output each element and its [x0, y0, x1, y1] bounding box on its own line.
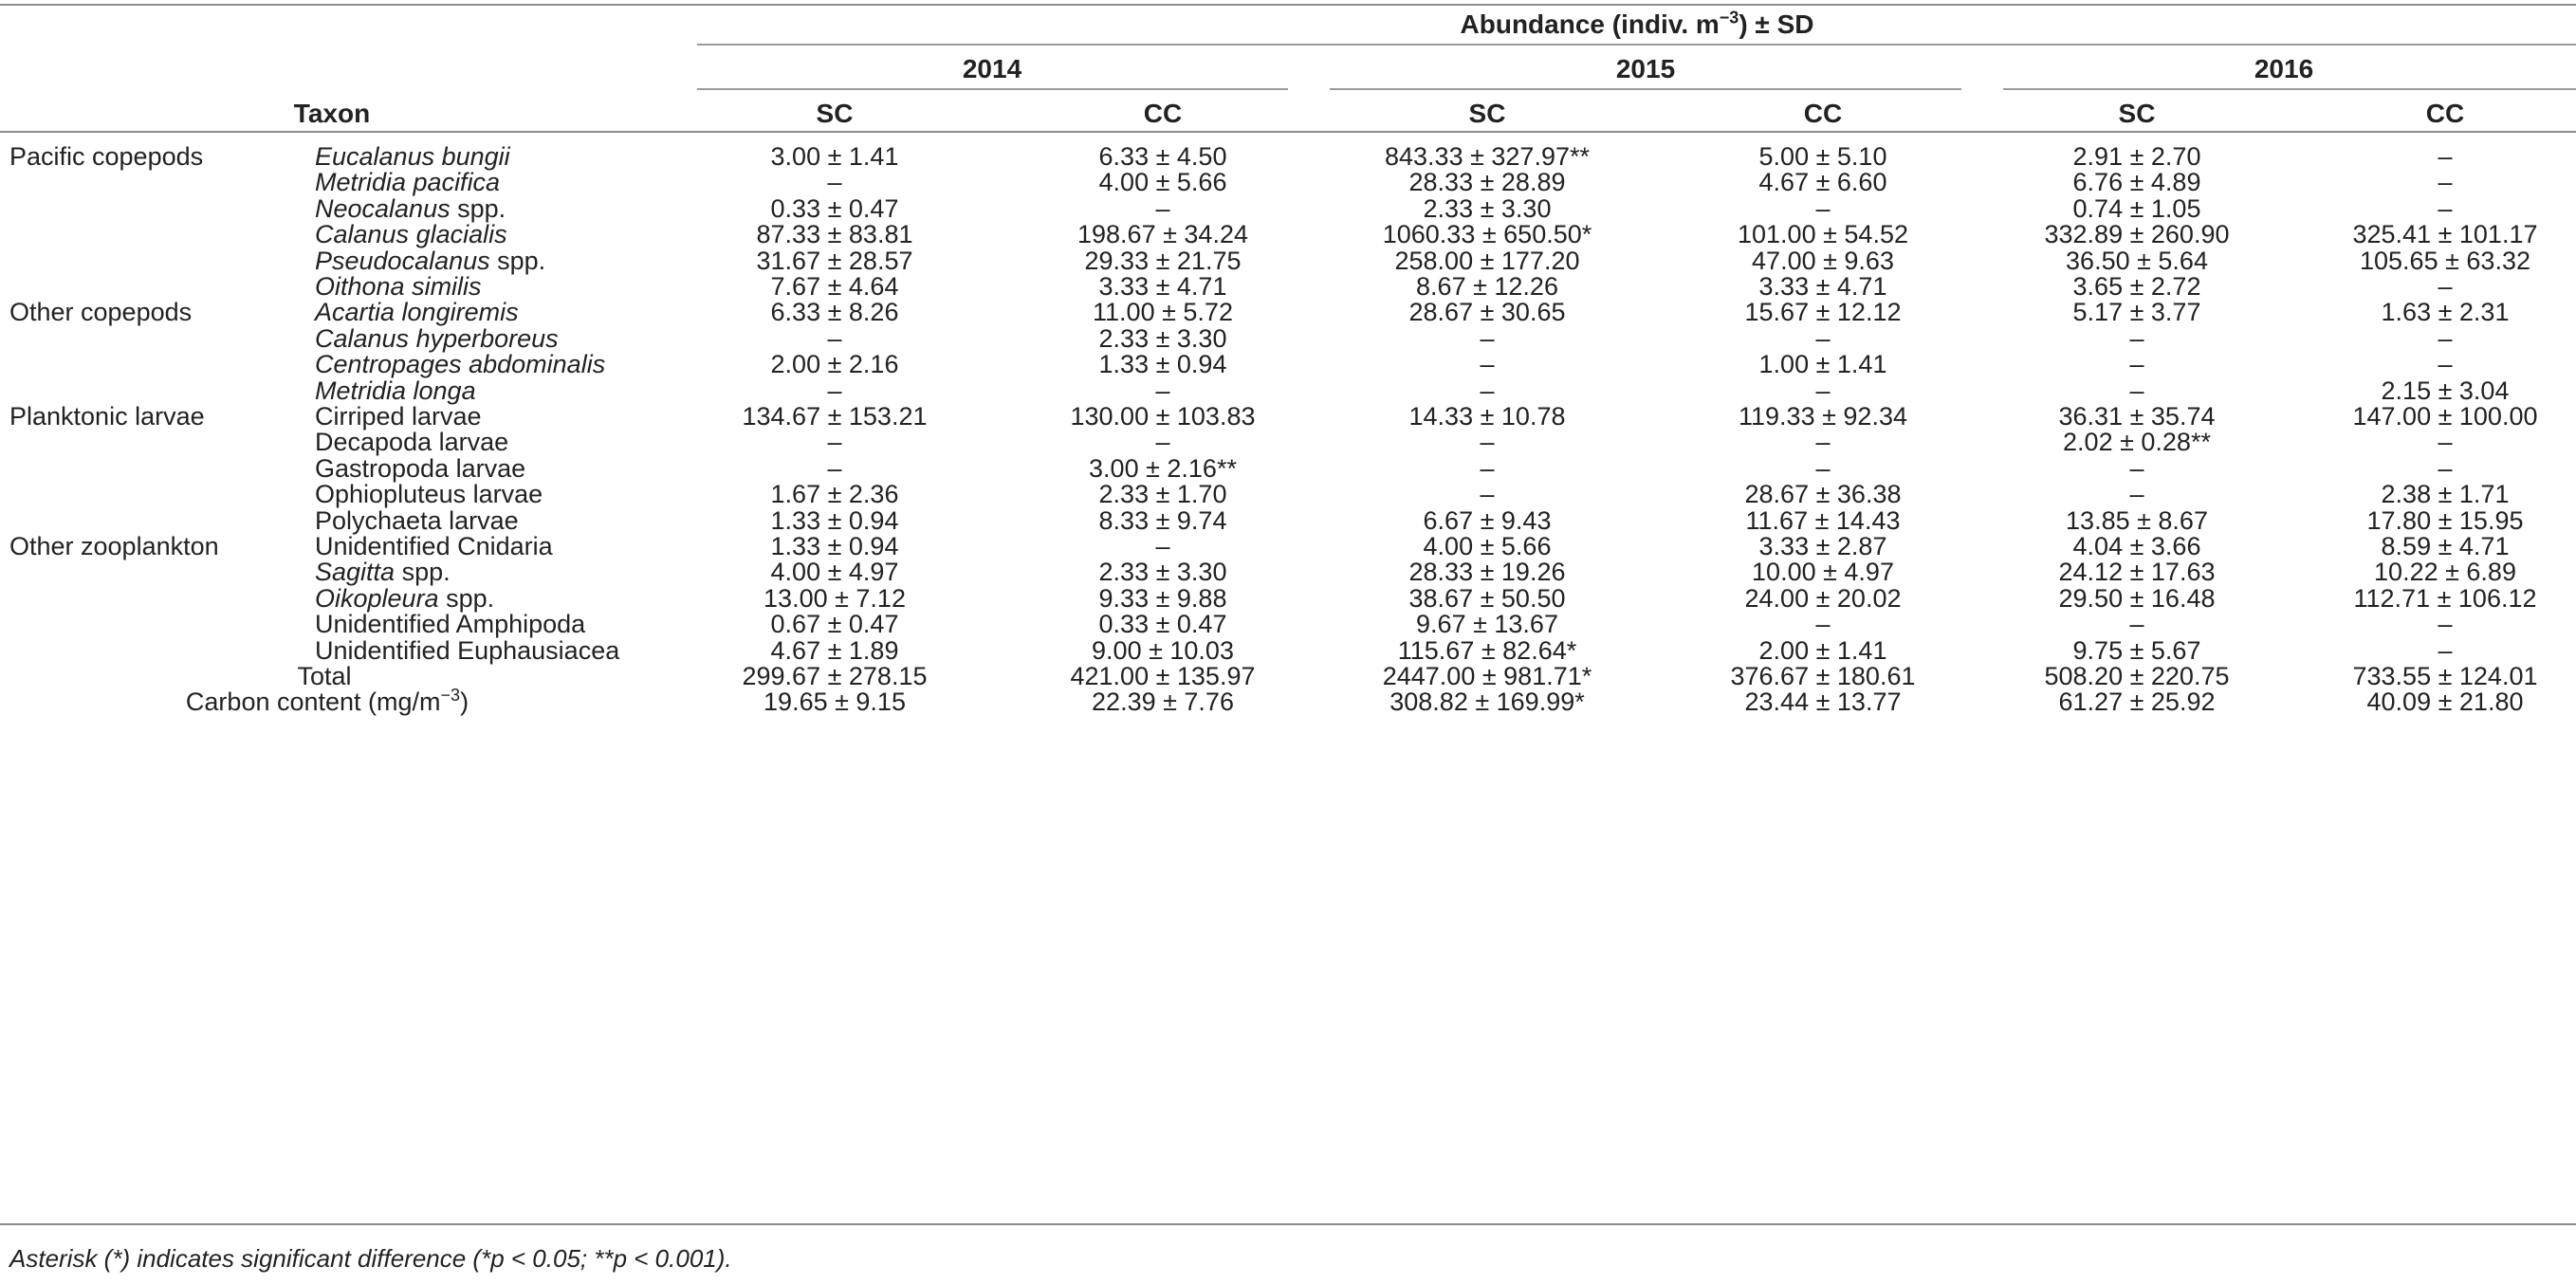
table-cell: 24.00 ± 20.02 — [1744, 584, 1902, 613]
table-cell: – — [1815, 324, 1831, 353]
table-cell: 17.80 ± 15.95 — [2366, 506, 2524, 535]
taxon-suffix: spp. — [395, 558, 451, 586]
table-cell: 2.91 ± 2.70 — [2072, 142, 2201, 171]
carbon-label — [186, 687, 469, 717]
abundance-underline — [697, 44, 2576, 46]
table-cell: 1.33 ± 0.94 — [770, 506, 899, 535]
table-cell: 5.00 ± 5.10 — [1758, 142, 1887, 171]
carbon-label-exp: −3 — [440, 686, 461, 705]
table-cell: 2.33 ± 3.30 — [1423, 194, 1552, 223]
total-label: Total — [297, 662, 352, 690]
table-cell: – — [1155, 428, 1170, 456]
table-cell: 28.67 ± 36.38 — [1744, 480, 1902, 508]
table-cell: 11.67 ± 14.43 — [1745, 506, 1901, 535]
table-cell: 5.17 ± 3.77 — [2072, 298, 2201, 326]
abundance-label-prefix: Abundance (indiv. m — [1460, 9, 1720, 39]
table-cell: 36.31 ± 35.74 — [2058, 402, 2216, 431]
taxon-name-text: Oikopleura — [315, 584, 439, 613]
table-cell: – — [2438, 454, 2453, 483]
table-cell: – — [2438, 324, 2453, 353]
carbon-cell: 61.27 ± 25.92 — [2058, 688, 2216, 716]
table-cell: 10.22 ± 6.89 — [2374, 558, 2516, 586]
table-cell: 14.33 ± 10.78 — [1408, 402, 1566, 431]
taxon-name-text: Gastropoda larvae — [315, 454, 526, 483]
table-cell: – — [2129, 350, 2144, 378]
table-cell: 3.65 ± 2.72 — [2072, 272, 2201, 301]
table-cell: – — [2129, 324, 2144, 353]
total-cell: 733.55 ± 124.01 — [2352, 662, 2538, 690]
table-cell: 3.33 ± 2.87 — [1758, 532, 1887, 560]
table-cell: 13.00 ± 7.12 — [764, 584, 906, 613]
table-cell: – — [2129, 480, 2144, 508]
table-cell: – — [827, 428, 842, 456]
table-cell: 36.50 ± 5.64 — [2066, 247, 2208, 275]
table-cell: – — [2438, 636, 2453, 665]
table-cell: – — [2438, 610, 2453, 638]
table-cell: – — [1480, 376, 1495, 405]
table-cell: 6.33 ± 8.26 — [770, 298, 899, 326]
table-cell: 3.00 ± 1.41 — [770, 142, 899, 171]
table-cell: 3.00 ± 2.16** — [1089, 454, 1237, 483]
table-cell: 325.41 ± 101.17 — [2352, 220, 2538, 248]
table-cell: 258.00 ± 177.20 — [1394, 247, 1580, 275]
top-rule — [0, 4, 2576, 6]
table-cell: – — [1480, 350, 1495, 378]
table-cell: 0.33 ± 0.47 — [770, 194, 899, 223]
total-cell: 421.00 ± 135.97 — [1070, 662, 1256, 690]
group-label: Other copepods — [9, 298, 193, 326]
table-cell: – — [2438, 168, 2453, 196]
table-cell: 2.00 ± 2.16 — [770, 350, 899, 378]
table-cell: – — [2438, 428, 2453, 456]
table-cell: 4.00 ± 5.66 — [1423, 532, 1552, 560]
taxon-name-text: Metridia pacifica — [315, 168, 501, 196]
table-cell: 3.33 ± 4.71 — [1098, 272, 1227, 301]
table-cell: 130.00 ± 103.83 — [1070, 402, 1256, 431]
carbon-label-prefix: Carbon content (mg/m — [185, 688, 441, 716]
table-cell: 2.02 ± 0.28** — [2063, 428, 2211, 456]
table-cell: 8.33 ± 9.74 — [1098, 506, 1227, 535]
year-underline-2014 — [697, 88, 1288, 90]
table-cell: 8.59 ± 4.71 — [2381, 532, 2510, 560]
table-cell: – — [2129, 376, 2144, 405]
table-cell: 119.33 ± 92.34 — [1739, 402, 1907, 431]
table-cell: 112.71 ± 106.12 — [2353, 584, 2537, 613]
total-cell: 299.67 ± 278.15 — [742, 662, 928, 690]
subcol-header-sc-2: SC — [1468, 99, 1506, 128]
total-cell: 508.20 ± 220.75 — [2044, 662, 2230, 690]
year-header-2016: 2016 — [2254, 54, 2314, 83]
table-cell: 198.67 ± 34.24 — [1077, 220, 1248, 248]
table-cell: 0.67 ± 0.47 — [770, 610, 899, 638]
table-cell: 9.75 ± 5.67 — [2072, 636, 2201, 665]
carbon-cell: 308.82 ± 169.99* — [1389, 688, 1585, 716]
table-cell: 1060.33 ± 650.50* — [1382, 220, 1592, 248]
table-cell: 13.85 ± 8.67 — [2066, 506, 2208, 535]
table-cell: – — [827, 454, 842, 483]
table-cell: – — [1155, 532, 1170, 560]
total-cell: 2447.00 ± 981.71* — [1382, 662, 1592, 690]
footnote: Asterisk (*) indicates significant difference (*p < 0.05; **p < 0.001). — [9, 1244, 732, 1273]
table-cell: – — [1480, 428, 1495, 456]
table-cell: 24.12 ± 17.63 — [2058, 558, 2216, 586]
table-cell: 29.33 ± 21.75 — [1084, 247, 1242, 275]
year-underline-2016 — [2003, 88, 2576, 90]
taxon-name-text: Unidentified Cnidaria — [315, 532, 553, 560]
table-cell: 8.67 ± 12.26 — [1416, 272, 1558, 301]
abundance-label-suffix: ) ± SD — [1739, 9, 1814, 39]
taxon-name-text: Polychaeta larvae — [315, 506, 519, 535]
table-cell: 7.67 ± 4.64 — [770, 272, 899, 301]
abundance-header — [1461, 9, 1814, 40]
subcol-header-sc-4: SC — [2118, 99, 2156, 128]
table-cell: – — [1480, 480, 1495, 508]
bottom-rule — [0, 1223, 2576, 1225]
taxon-suffix: spp. — [489, 247, 546, 275]
taxon-suffix: spp. — [450, 194, 506, 223]
table-cell: 9.67 ± 13.67 — [1416, 610, 1558, 638]
taxon-name-text: Acartia longiremis — [315, 298, 519, 326]
table-cell: 10.00 ± 4.97 — [1752, 558, 1894, 586]
taxon-name-text: Unidentified Euphausiacea — [315, 636, 620, 665]
table-cell: 9.00 ± 10.03 — [1092, 636, 1234, 665]
table-cell: 28.67 ± 30.65 — [1408, 298, 1566, 326]
table-cell: – — [1815, 428, 1831, 456]
taxon-name-text: Neocalanus — [315, 194, 451, 223]
table-cell: – — [1815, 610, 1831, 638]
subcol-header-cc-3: CC — [1803, 99, 1843, 128]
table-cell: – — [1815, 376, 1831, 405]
table-cell: 1.00 ± 1.41 — [1758, 350, 1887, 378]
taxon-name-text: Calanus glacialis — [315, 220, 507, 248]
table-cell: 6.76 ± 4.89 — [2072, 168, 2201, 196]
group-label: Planktonic larvae — [9, 402, 205, 431]
table-cell: 115.67 ± 82.64* — [1397, 636, 1577, 665]
taxon-header: Taxon — [293, 99, 371, 128]
table-cell: – — [2438, 350, 2453, 378]
table-cell: 1.33 ± 0.94 — [770, 532, 899, 560]
year-underline-2015 — [1330, 88, 1961, 90]
table-cell: 4.04 ± 3.66 — [2072, 532, 2201, 560]
table-cell: – — [827, 376, 842, 405]
table-cell: 31.67 ± 28.57 — [756, 247, 913, 275]
table-cell: 147.00 ± 100.00 — [2352, 402, 2538, 431]
table-cell: – — [2438, 142, 2453, 171]
carbon-cell: 40.09 ± 21.80 — [2366, 688, 2524, 716]
taxon-name-text: Oithona similis — [315, 272, 482, 301]
table-cell: 15.67 ± 12.12 — [1744, 298, 1902, 326]
table-cell: 101.00 ± 54.52 — [1738, 220, 1908, 248]
table-cell: 4.00 ± 4.97 — [770, 558, 899, 586]
taxon-name — [315, 635, 619, 666]
table-cell: 3.33 ± 4.71 — [1758, 272, 1887, 301]
taxon-name-text: Decapoda larvae — [315, 428, 509, 456]
table-cell: 2.33 ± 3.30 — [1098, 324, 1227, 353]
subcol-header-sc-0: SC — [816, 99, 854, 128]
group-label: Pacific copepods — [9, 142, 204, 171]
table-cell: – — [827, 168, 842, 196]
table-cell: – — [2129, 454, 2144, 483]
table-cell: – — [1480, 454, 1495, 483]
carbon-cell: 19.65 ± 9.15 — [764, 688, 906, 716]
table-cell: – — [2129, 610, 2144, 638]
group-label: Other zooplankton — [9, 532, 219, 560]
taxon-name-text: Ophiopluteus larvae — [315, 480, 543, 508]
table-cell: 843.33 ± 327.97** — [1385, 142, 1590, 171]
table-cell: 11.00 ± 5.72 — [1093, 298, 1233, 326]
taxon-name-text: Sagitta — [315, 558, 396, 586]
total-cell: 376.67 ± 180.61 — [1730, 662, 1916, 690]
carbon-cell: 22.39 ± 7.76 — [1092, 688, 1234, 716]
carbon-label-suffix: ) — [460, 688, 469, 716]
year-header-2014: 2014 — [962, 54, 1022, 83]
table-cell: – — [1815, 194, 1831, 223]
year-header-2015: 2015 — [1615, 54, 1676, 83]
table-cell: 2.33 ± 1.70 — [1098, 480, 1227, 508]
table-cell: 332.89 ± 260.90 — [2044, 220, 2230, 248]
table-cell: 47.00 ± 9.63 — [1752, 247, 1894, 275]
table-cell: 0.74 ± 1.05 — [2072, 194, 2201, 223]
subcol-header-cc-1: CC — [1143, 99, 1183, 128]
header-bottom-rule — [0, 131, 2576, 133]
table-cell: 4.67 ± 1.89 — [770, 636, 899, 665]
table-cell: 6.33 ± 4.50 — [1098, 142, 1227, 171]
table-cell: 2.33 ± 3.30 — [1098, 558, 1227, 586]
table-cell: 9.33 ± 9.88 — [1098, 584, 1227, 613]
table-cell: – — [2438, 272, 2453, 301]
table-cell: 1.33 ± 0.94 — [1098, 350, 1227, 378]
table-cell: 134.67 ± 153.21 — [742, 402, 928, 431]
table-cell: 28.33 ± 28.89 — [1408, 168, 1566, 196]
taxon-suffix: spp. — [438, 584, 495, 613]
taxon-name-text: Unidentified Amphipoda — [315, 610, 586, 638]
taxon-name-text: Eucalanus bungii — [315, 142, 510, 171]
table-cell: 2.15 ± 3.04 — [2381, 376, 2510, 405]
table-cell: 105.65 ± 63.32 — [2360, 247, 2530, 275]
table-cell: 29.50 ± 16.48 — [2058, 584, 2216, 613]
taxon-name-text: Calanus hyperboreus — [315, 324, 559, 353]
table-cell: 0.33 ± 0.47 — [1098, 610, 1227, 638]
carbon-cell: 23.44 ± 13.77 — [1744, 688, 1902, 716]
table-cell: 28.33 ± 19.26 — [1408, 558, 1566, 586]
table-cell: 1.63 ± 2.31 — [2381, 298, 2510, 326]
table-cell: – — [1815, 454, 1831, 483]
table-cell: 38.67 ± 50.50 — [1408, 584, 1566, 613]
table-cell: 2.00 ± 1.41 — [1758, 636, 1887, 665]
taxon-name-text: Pseudocalanus — [315, 247, 490, 275]
table-cell: – — [2438, 194, 2453, 223]
taxon-name-text: Metridia longa — [315, 376, 476, 405]
table-cell: 4.67 ± 6.60 — [1758, 168, 1887, 196]
table-cell: – — [827, 324, 842, 353]
abundance-label-exp: −3 — [1719, 8, 1739, 28]
table-cell: 2.38 ± 1.71 — [2381, 480, 2510, 508]
table-cell: – — [1480, 324, 1495, 353]
table-cell: – — [1155, 194, 1170, 223]
taxon-name-text: Cirriped larvae — [315, 402, 482, 431]
taxon-name-text: Centropages abdominalis — [315, 350, 606, 378]
table-cell: 1.67 ± 2.36 — [770, 480, 899, 508]
subcol-header-cc-5: CC — [2425, 99, 2465, 128]
table-cell: 87.33 ± 83.81 — [756, 220, 913, 248]
table-cell: 6.67 ± 9.43 — [1423, 506, 1552, 535]
table-cell: – — [1155, 376, 1170, 405]
table-cell: 4.00 ± 5.66 — [1098, 168, 1227, 196]
